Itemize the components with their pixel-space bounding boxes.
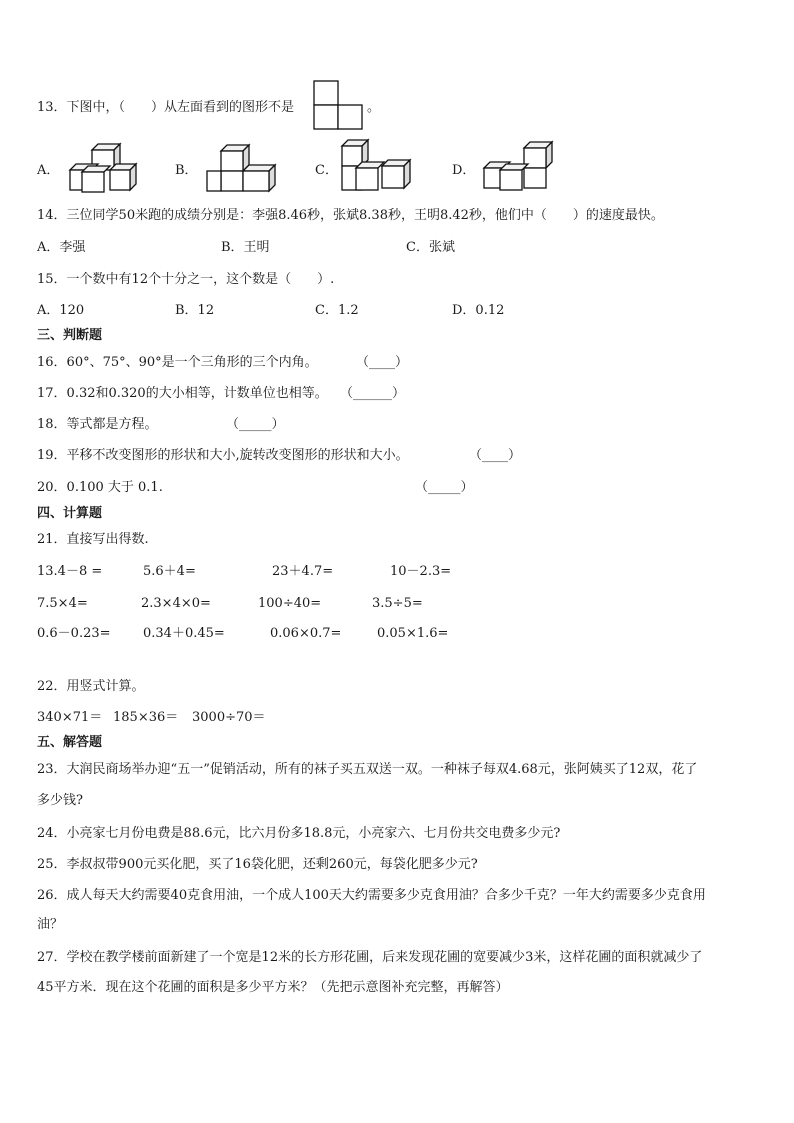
q21-item: 13.4－8 = [37,564,103,579]
cube-stack-a-icon [66,142,138,198]
q26-line2: 油？ [37,917,64,932]
q21-item: 0.06×0.7= [270,626,342,641]
q21-text: 21．直接写出得数. [37,532,149,547]
cube-stack-c-icon [338,138,412,198]
q21-item: 23＋4.7= [272,564,334,579]
cube-stack-b-icon [205,143,281,197]
q24-text: 24．小亮家七月份电费是88.6元，比六月份多18.8元，小亮家六、七月份共交电费多少元? [37,826,561,841]
left-view-figure [313,80,365,136]
q13-option-b-label[interactable]: B． [175,163,198,178]
q22-item: 185×36＝ [113,710,179,725]
q21-item: 0.05×1.6= [377,626,449,641]
q21-item: 5.6＋4= [143,564,196,579]
q18-text: 18．等式都是方程。 [37,417,158,432]
q15-text: 15．一个数中有12个十分之一，这个数是（ ）. [37,272,335,287]
q22-text: 22．用竖式计算。 [37,679,145,694]
q13-option-d-label[interactable]: D． [452,163,476,178]
q19-text: 19．平移不改变图形的形状和大小,旋转改变图形的形状和大小。 [37,448,409,463]
q15-option-a[interactable]: A．120 [37,303,85,318]
q21-item: 2.3×4×0= [141,596,211,611]
q18-answer-blank[interactable]: （_____） [226,417,285,432]
q14-option-a[interactable]: A．李强 [37,240,86,255]
q14-option-c[interactable]: C．张斌 [406,240,455,255]
q23-line1: 23．大润民商场举办迎“五一”促销活动，所有的袜子买五双送一双。一种袜子每双4.68元，张阿姨买了12双，花了 [37,762,698,777]
q21-item: 3.5÷5= [372,596,423,611]
q13-stem [37,100,294,116]
q13-end: 。 [367,100,381,115]
q22-item: 3000÷70＝ [192,710,266,725]
q23-line2: 多少钱? [37,793,83,808]
q21-item: 0.6－0.23= [37,626,111,641]
q21-item: 7.5×4= [37,596,88,611]
q16-text: 16．60°、75°、90°是一个三角形的三个内角。 [37,355,318,370]
q21-item: 0.34＋0.45= [143,626,225,641]
q17-text: 17．0.32和0.320的大小相等，计数单位也相等。 [37,386,328,401]
q15-option-d[interactable]: D．0.12 [452,303,505,318]
section-title-calculation: 四、计算题 [37,506,103,521]
cube-stack-d-icon [480,140,554,198]
q26-line1: 26．成人每天大约需要40克食用油，一个成人100天大约需要多少克食用油？合多少千克？一年大约需要多少克食用 [37,888,706,903]
q17-answer-blank[interactable]: （______） [340,386,406,401]
q16-answer-blank[interactable]: （____） [356,355,409,370]
q15-option-c[interactable]: C．1.2 [315,303,359,318]
q13-option-a-label[interactable]: A． [37,163,60,178]
q13-text: 13．下图中，（ ）从左面看到的图形不是 [37,100,295,115]
section-title-word-problems: 五、解答题 [37,735,103,750]
q27-line2: 45平方米．现在这个花圃的面积是多少平方米？（先把示意图补充完整，再解答） [37,980,509,995]
q15-option-b[interactable]: B．12 [175,303,215,318]
q21-item: 100÷40= [258,596,322,611]
q19-answer-blank[interactable]: （____） [469,448,522,463]
q21-item: 10－2.3= [390,564,452,579]
q20-answer-blank[interactable]: （_____） [415,480,474,495]
q14-text: 14．三位同学50米跑的成绩分别是：李强8.46秒，张斌8.38秒，王明8.42秒，他们中（ ）的速度最快。 [37,208,664,223]
q22-item: 340×71＝ [37,710,103,725]
q20-text: 20．0.100 大于 0.1. [37,480,163,495]
section-title-judgement: 三、判断题 [37,328,103,343]
q25-text: 25．李叔叔带900元买化肥，买了16袋化肥，还剩260元，每袋化肥多少元? [37,857,478,872]
q27-line1: 27．学校在教学楼前面新建了一个宽是12米的长方形花圃，后来发现花圃的宽要减少3米，这样花圃的面积就减少了 [37,950,703,965]
q14-option-b[interactable]: B．王明 [221,240,270,255]
q13-option-c-label[interactable]: C． [315,163,338,178]
